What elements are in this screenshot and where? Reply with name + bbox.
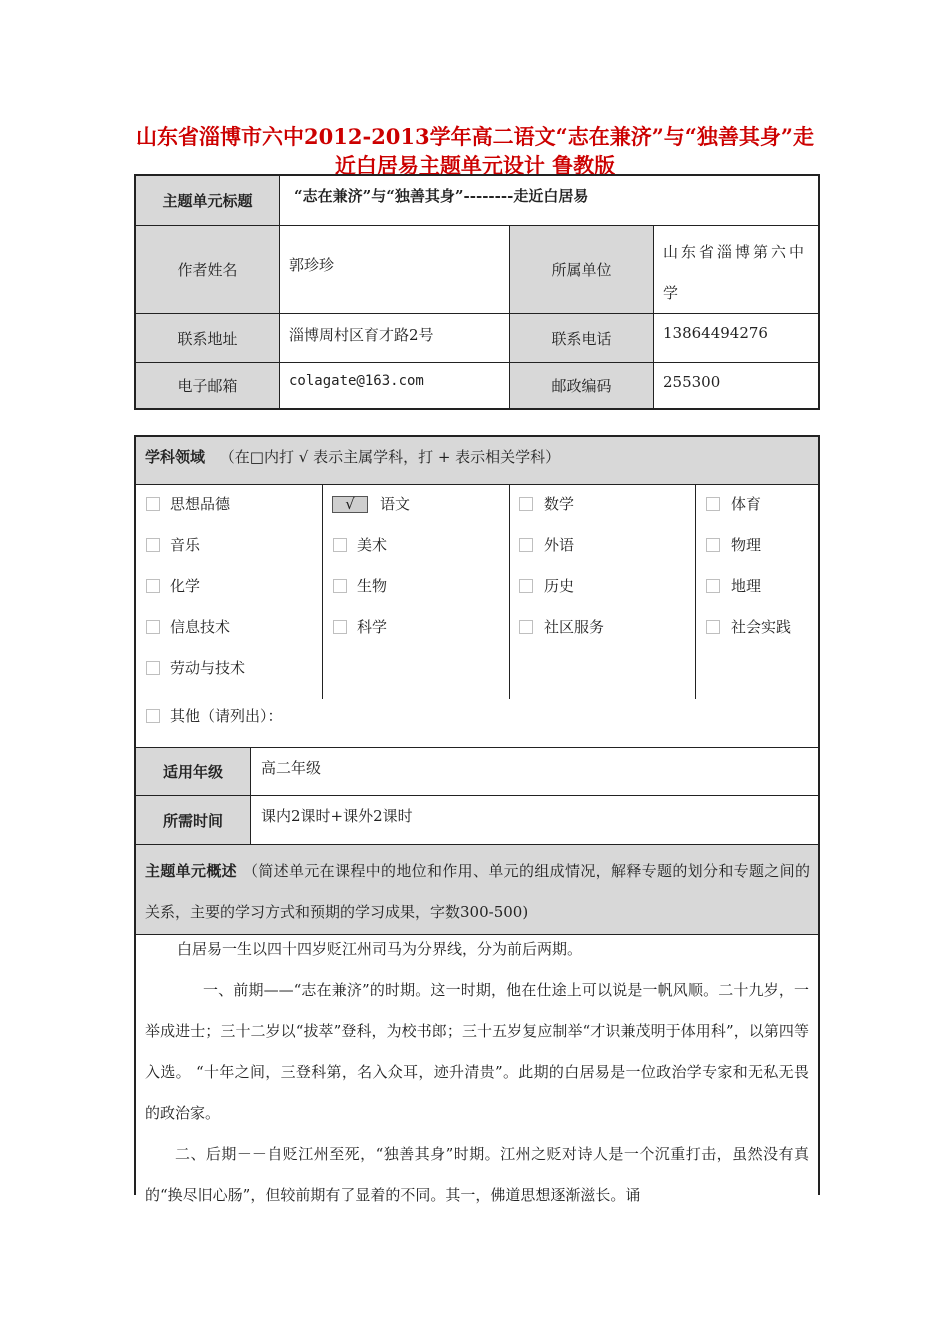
subject-label: 外语 (544, 536, 575, 554)
subject-label: 历史 (544, 577, 575, 595)
subject-header-label: 学科领域 (145, 448, 206, 466)
checkbox-col2-1[interactable] (333, 538, 347, 552)
checkbox-col4-0[interactable] (706, 497, 720, 511)
checkbox-col3-2[interactable] (519, 579, 533, 593)
grid-divider-1 (322, 485, 323, 699)
theme-value: “志在兼济”与“独善其身”--------走近白居易 (279, 176, 818, 225)
email-label: 电子邮箱 (136, 362, 279, 408)
subject-label: 劳动与技术 (170, 659, 246, 677)
overview-header (136, 844, 818, 934)
subject-label: 地理 (731, 577, 762, 595)
checkbox-col1-2[interactable] (146, 579, 160, 593)
info-table (134, 174, 820, 410)
checkbox-col2-3[interactable] (333, 620, 347, 634)
overview-body (145, 929, 809, 1216)
checkbox-col4-3[interactable] (706, 620, 720, 634)
subject-grid (136, 484, 818, 747)
checkbox-col4-1[interactable] (706, 538, 720, 552)
subject-label: 科学 (357, 618, 388, 636)
email-value: colagate@163.com (279, 362, 509, 408)
overview-paragraph: 白居易一生以四十四岁贬江州司马为分界线，分为前后两期。 (177, 940, 583, 958)
grid-divider-2 (509, 485, 510, 699)
unit-value: 山东省淄博第六中学 (653, 225, 818, 313)
subject-label: 音乐 (170, 536, 201, 554)
time-label: 所需时间 (136, 795, 250, 844)
subject-label: 化学 (170, 577, 201, 595)
checkbox-col3-3[interactable] (519, 620, 533, 634)
subject-label: 语文 (380, 495, 411, 513)
grade-label: 适用年级 (136, 747, 250, 795)
checkbox-col1-3[interactable] (146, 620, 160, 634)
subject-label: 生物 (357, 577, 388, 595)
phone-label: 联系电话 (509, 313, 653, 362)
zip-label: 邮政编码 (509, 362, 653, 408)
overview-paragraph: 一、前期——“志在兼济”的时期。这一时期，他在仕途上可以说是一帆风顺。二十九岁，一举成进士；三十二岁以“拔萃”登科，为校书郎；三十五岁复应制举“才识兼茂明于体用科”，以第四等入选。 “十年之间，三登科第，名入众耳，迹升清贵”。此期的白居易是一位政治学专家和无私无畏的政治家。 (145, 981, 809, 1122)
time-value: 课内2课时+课外2课时 (250, 795, 818, 844)
subject-label: 思想品德 (170, 495, 231, 513)
subject-label: 信息技术 (170, 618, 231, 636)
subject-label: 美术 (357, 536, 388, 554)
subject-header (136, 437, 818, 484)
theme-label: 主题单元标题 (136, 176, 279, 225)
address-label: 联系地址 (136, 313, 279, 362)
overview-label: 主题单元概述 (145, 862, 237, 880)
grade-value: 高二年级 (250, 747, 818, 795)
checkbox-col2-2[interactable] (333, 579, 347, 593)
subject-label: 数学 (544, 495, 575, 513)
document-title: 山东省淄博市六中2012-2013学年高二语文“志在兼济”与“独善其身”走近白居易主题单元设计 鲁教版 (136, 124, 814, 178)
subject-header-note: （在□内打 √ 表示主属学科，打 + 表示相关学科） (219, 448, 561, 466)
address-value: 淄博周村区育才路2号 (279, 313, 509, 362)
checkbox-checked-chinese[interactable]: √ (332, 496, 368, 513)
other-label: 其他（请列出）： (170, 707, 283, 725)
checkbox-col4-2[interactable] (706, 579, 720, 593)
checkbox-col3-1[interactable] (519, 538, 533, 552)
overview-paragraph: 二、后期－－自贬江州至死，“独善其身”时期。江州之贬对诗人是一个沉重打击，虽然没有真的“换尽旧心肠”，但较前期有了显着的不同。其一，佛道思想逐渐滋长。诵 (145, 1145, 809, 1204)
subject-label: 社区服务 (544, 618, 605, 636)
author-value: 郭珍珍 (279, 225, 509, 313)
overview-note: （简述单元在课程中的地位和作用、单元的组成情况，解释专题的划分和专题之间的关系，主要的学习方式和预期的学习成果，字数300-500) (145, 862, 810, 921)
checkbox-col1-1[interactable] (146, 538, 160, 552)
subject-label: 社会实践 (731, 618, 792, 636)
checkbox-col1-4[interactable] (146, 661, 160, 675)
subject-label: 物理 (731, 536, 762, 554)
grid-divider-3 (695, 485, 696, 699)
checkbox-other[interactable] (146, 709, 160, 723)
subject-label: 体育 (731, 495, 762, 513)
checkbox-col1-0[interactable] (146, 497, 160, 511)
phone-value: 13864494276 (653, 313, 818, 362)
author-label: 作者姓名 (136, 225, 279, 313)
checkbox-col3-0[interactable] (519, 497, 533, 511)
unit-label: 所属单位 (509, 225, 653, 313)
zip-value: 255300 (653, 362, 818, 408)
